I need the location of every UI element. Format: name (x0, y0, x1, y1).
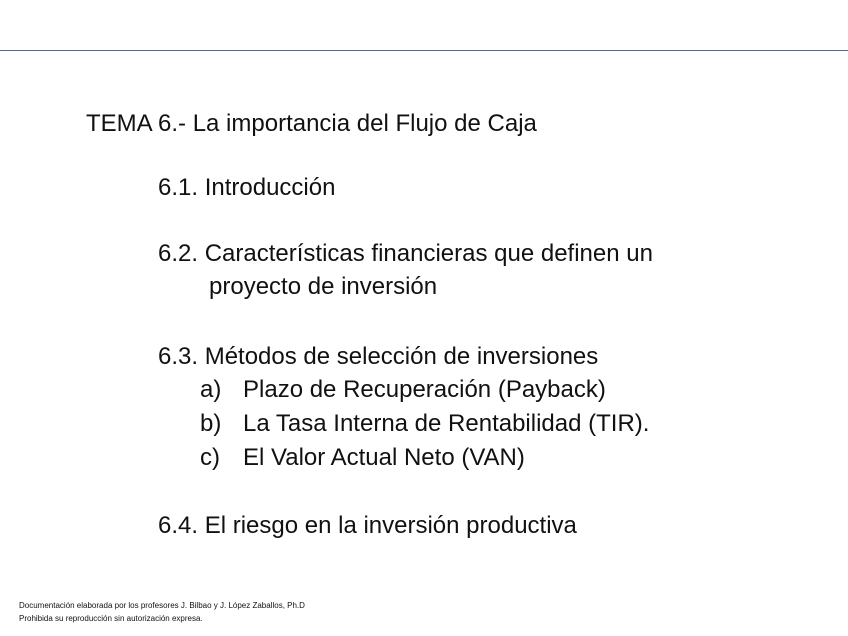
list-item (200, 407, 649, 441)
section-6-2 (158, 237, 653, 303)
list-item (200, 373, 649, 407)
footer-note (19, 599, 305, 625)
section-6-1: 6.1. Introducción (158, 174, 336, 201)
list-item (200, 441, 649, 475)
slide-title: TEMA 6.- La importancia del Flujo de Caja (86, 110, 537, 137)
section-6-2-line2: proyecto de inversión (209, 273, 438, 300)
section-6-3: 6.3. Métodos de selección de inversiones (158, 343, 599, 370)
footer-line-credits: Documentación elaborada por los profesores J. Bilbao y J. López Zaballos, Ph.D (19, 601, 305, 610)
list-item-text: Plazo de Recuperación (Payback) (243, 376, 606, 403)
footer-line-rights: Prohibida su reproducción sin autorización expresa. (19, 614, 203, 623)
list-marker: a) (200, 376, 222, 403)
section-6-4: 6.4. El riesgo en la inversión productiva (158, 512, 577, 539)
list-marker: b) (200, 410, 222, 437)
section-6-3-list (200, 373, 649, 475)
section-6-2-line1: 6.2. Características financieras que definen un (158, 240, 653, 267)
list-item-text: La Tasa Interna de Rentabilidad (TIR). (243, 410, 650, 437)
list-item-text: El Valor Actual Neto (VAN) (243, 444, 525, 471)
list-marker: c) (200, 444, 220, 471)
header-divider (0, 50, 848, 51)
